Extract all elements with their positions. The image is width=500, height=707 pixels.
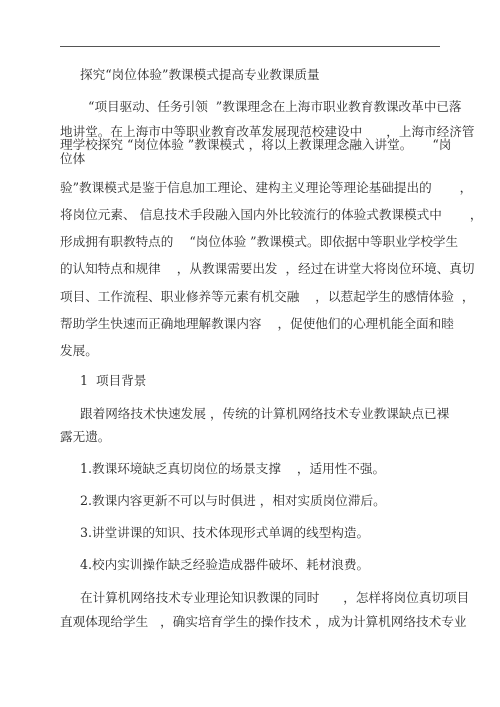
intro-line: 帮助学生快速而正确地理解教课内容 ，促使他们的心理机能全面和睦 bbox=[60, 316, 454, 331]
intro-line: 发展。 bbox=[60, 343, 98, 358]
closing-line: 直观体现给学生 ，确实培育学生的操作技术 ，成为计算机网络技术专业 bbox=[60, 614, 467, 629]
section-heading: 1 项目背景 bbox=[80, 373, 147, 388]
list-item: 2.教课内容更新不可以与时俱进 ，相对实质岗位滞后。 bbox=[80, 493, 386, 508]
header-rule bbox=[60, 46, 440, 47]
intro-line: “项目驱动、任务引领 ”教课理念在上海市职业教育教课改革中已落 bbox=[88, 99, 462, 114]
background-line: 跟着网络技术快速发展 ，传统的计算机网络技术专业教课缺点已裸 bbox=[80, 406, 450, 421]
background-line: 露无遗。 bbox=[60, 429, 111, 444]
intro-line: 项目、工作流程、职业修养等元素有机交融 ，以惹起学生的感情体验 ， bbox=[60, 289, 475, 304]
intro-line: 地讲堂。在上海市中等职业教育改革发展现范校建设中 ，上海市经济管 bbox=[60, 124, 475, 139]
document-title: 探究“岗位体验”教课模式提高专业教课质量 bbox=[80, 67, 320, 82]
intro-line: 理学校探究 “岗位体验 ”教课模式 ，将以上教课理念融入讲堂。 “岗 bbox=[60, 137, 452, 152]
intro-line: 形成拥有职教特点的 “岗位体验 ”教课模式。即依据中等职业学校学生 bbox=[60, 234, 459, 249]
list-item: 4.校内实训操作缺乏经验造成器件破坏、耗材浪费。 bbox=[80, 557, 370, 572]
intro-line: 将岗位元素、 信息技术手段融入国内外比较流行的体验式教课模式中 ， bbox=[60, 207, 483, 222]
list-item: 3.讲堂讲课的知识、技术体现形式单调的线型构造。 bbox=[80, 525, 370, 540]
list-item: 1.教课环境缺乏真切岗位的场景支撑 ，适用性不强。 bbox=[80, 461, 386, 476]
intro-line: 验”教课模式是鉴于信息加工理论、建构主义理论等理论基础提出的 ， bbox=[60, 180, 473, 195]
intro-line: 的认知特点和规律 ，从教课需要出发 ，经过在讲堂大将岗位环境、真切 bbox=[60, 261, 475, 276]
closing-line: 在计算机网络技术专业理论知识教课的同时 ，怎样将岗位真切项目 bbox=[80, 590, 470, 605]
intro-line: 位体 bbox=[60, 151, 86, 166]
